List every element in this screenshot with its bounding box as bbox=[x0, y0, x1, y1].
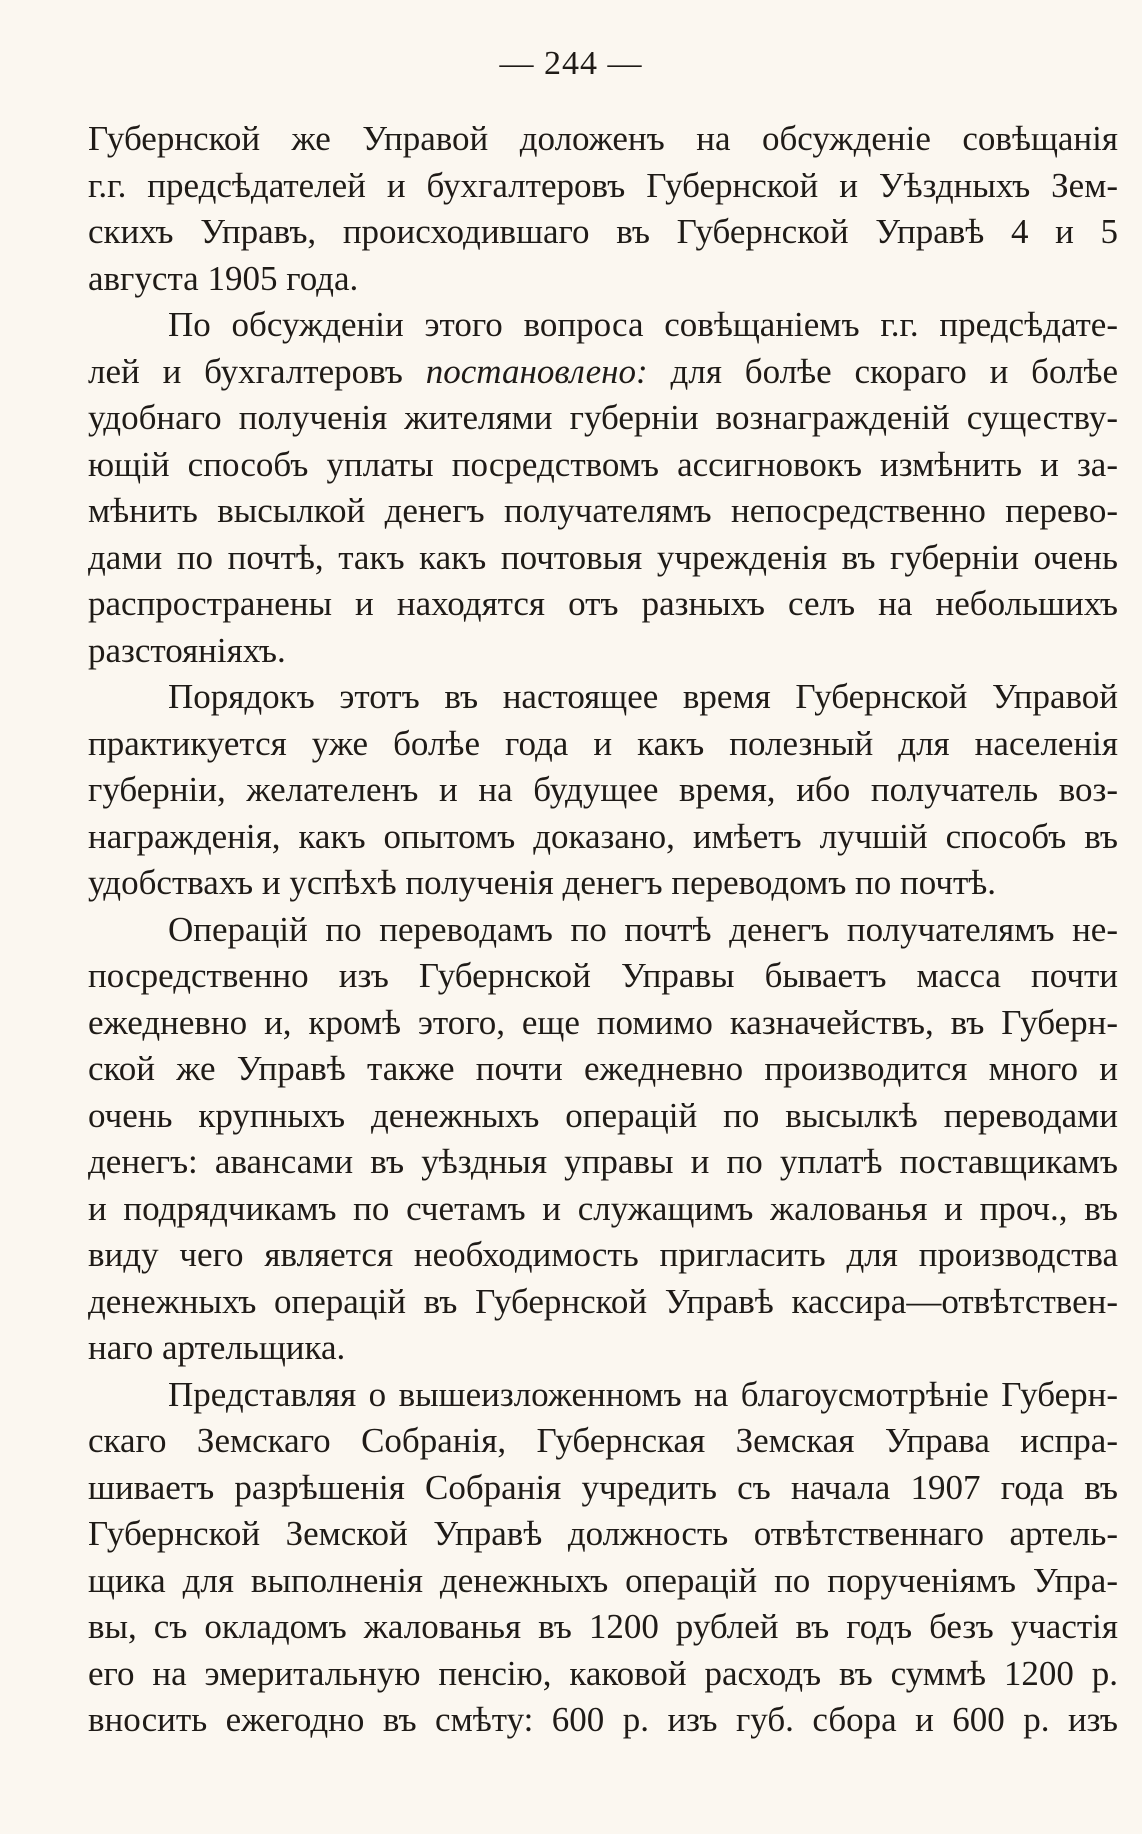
text-line: щика для выполненія денежныхъ операцій по порученіямъ Упра- bbox=[88, 1560, 1118, 1600]
text-line: и подрядчикамъ по счетамъ и служащимъ жалованья и проч., въ bbox=[88, 1188, 1118, 1228]
text-line: разстояніяхъ. bbox=[88, 630, 286, 670]
emphasis-text: постановлено: bbox=[425, 351, 648, 391]
text-line: удобствахъ и успѣхѣ полученія денегъ переводомъ по почтѣ. bbox=[88, 863, 997, 902]
text-line: его на эмеритальную пенсію, каковой расходъ въ суммѣ 1200 р. bbox=[88, 1653, 1118, 1693]
paragraph-5 bbox=[88, 1372, 1118, 1744]
text-line: вы, съ окладомъ жалованья въ 1200 рублей въ годъ безъ участія bbox=[88, 1607, 1118, 1646]
body-text bbox=[88, 116, 1118, 1744]
text-line: скаго Земскаго Собранія, Губернская Земская Управа испра- bbox=[88, 1421, 1118, 1460]
text-line: наго артельщика. bbox=[88, 1328, 346, 1367]
text-line: августа 1905 года. bbox=[88, 258, 359, 298]
text-line: награжденія, какъ опытомъ доказано, имѣетъ лучшій способъ въ bbox=[88, 816, 1118, 856]
text-line: очень крупныхъ денежныхъ операцій по высылкѣ переводами bbox=[88, 1095, 1118, 1135]
text-line: Порядокъ этотъ въ настоящее время Губернской Управой bbox=[168, 677, 1118, 716]
text-line: виду чего является необходимость пригласить для производства bbox=[88, 1235, 1118, 1274]
text-line: посредственно изъ Губернской Управы бываетъ масса почти bbox=[88, 956, 1118, 995]
text-segment: для болѣе скораго и болѣе bbox=[670, 351, 1118, 391]
text-line: Операцій по переводамъ по почтѣ денегъ получателямъ не- bbox=[168, 909, 1118, 949]
text-line: практикуется уже болѣе года и какъ полезный для населенія bbox=[88, 723, 1118, 763]
text-line: денежныхъ операцій въ Губернской Управѣ кассира—отвѣтствен- bbox=[88, 1281, 1118, 1321]
text-line: ской же Управѣ также почти ежедневно производится много и bbox=[88, 1049, 1118, 1088]
text-line: ющій способъ уплаты посредствомъ ассигновокъ измѣнить и за- bbox=[88, 444, 1118, 484]
paragraph-3 bbox=[88, 674, 1118, 907]
text-line: распространены и находятся отъ разныхъ селъ на небольшихъ bbox=[88, 584, 1118, 623]
paragraph-4 bbox=[88, 907, 1118, 1372]
text-line-with-emphasis bbox=[88, 349, 1118, 396]
text-line: По обсужденіи этого вопроса совѣщаніемъ г.г. предсѣдате- bbox=[168, 305, 1118, 344]
text-line: Губернской Земской Управѣ должность отвѣтственнаго артель- bbox=[88, 1514, 1118, 1553]
text-line: Представляя о вышеизложенномъ на благоусмотрѣніе Губерн- bbox=[168, 1374, 1118, 1414]
text-segment: лей и бухгалтеровъ bbox=[88, 351, 403, 391]
page-number: — 244 — bbox=[499, 45, 643, 82]
text-line: денегъ: авансами въ уѣздныя управы и по уплатѣ поставщикамъ bbox=[88, 1142, 1118, 1181]
text-line: Губернской же Управой доложенъ на обсужденіе совѣщанія bbox=[88, 119, 1118, 158]
paragraph-1 bbox=[88, 116, 1118, 302]
paragraph-2 bbox=[88, 302, 1118, 674]
text-line: дами по почтѣ, такъ какъ почтовыя учрежденія въ губерніи очень bbox=[88, 537, 1118, 577]
text-line: скихъ Управъ, происходившаго въ Губернской Управѣ 4 и 5 bbox=[88, 212, 1118, 251]
text-line: г.г. предсѣдателей и бухгалтеровъ Губернской и Уѣздныхъ Зем- bbox=[88, 165, 1118, 205]
text-line: вносить ежегодно въ смѣту: 600 р. изъ губ. сбора и 600 р. изъ bbox=[88, 1700, 1118, 1739]
text-line: губерніи, желателенъ и на будущее время, ибо получатель воз- bbox=[88, 770, 1118, 809]
text-line: удобнаго полученія жителями губерніи вознагражденій существу- bbox=[88, 398, 1118, 437]
text-line: мѣнить высылкой денегъ получателямъ непосредственно перево- bbox=[88, 491, 1118, 530]
text-line: шиваетъ разрѣшенія Собранія учредить съ начала 1907 года въ bbox=[88, 1467, 1118, 1507]
text-line: ежедневно и, кромѣ этого, еще помимо казначействъ, въ Губерн- bbox=[88, 1002, 1118, 1042]
